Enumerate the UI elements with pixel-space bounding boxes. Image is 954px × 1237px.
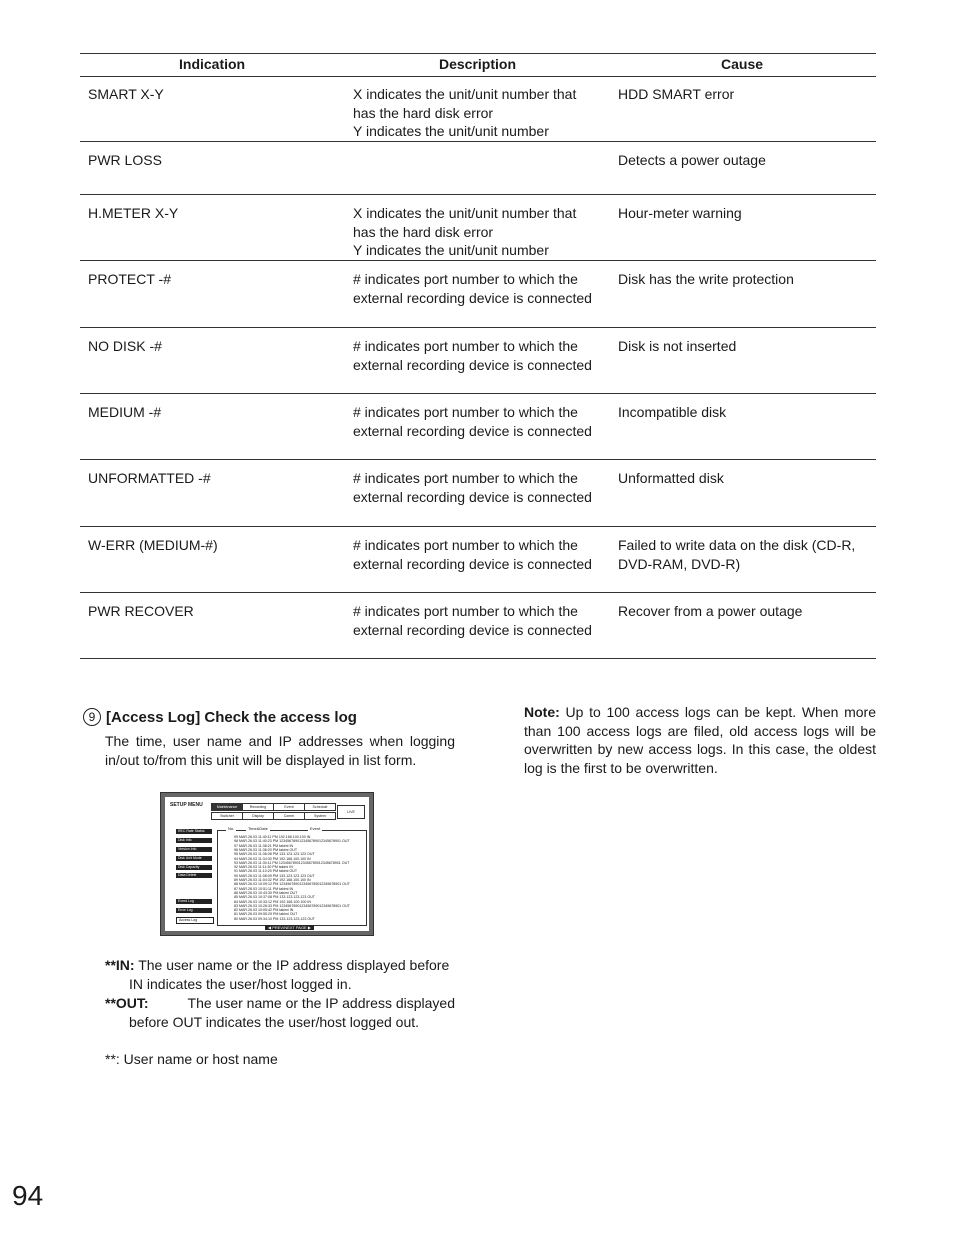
- tab-comm[interactable]: Comm: [273, 812, 305, 820]
- side-disk-info[interactable]: Disk Info: [176, 838, 212, 843]
- description-cell: [353, 85, 608, 141]
- tab-display[interactable]: Display: [242, 812, 274, 820]
- description-cell: [353, 536, 608, 573]
- indication-cell: SMART X-Y: [88, 86, 164, 102]
- log-line: 98 MAR.26.03 11:40:23 PM 1234567890123456789012345678901 OUT: [234, 839, 350, 844]
- side-version-info[interactable]: Version Info: [176, 847, 212, 852]
- cause-line: Failed to write data on the disk (CD-R,: [618, 537, 856, 553]
- pager-button[interactable]: ◀ PREV/NEXT PAGE ▶: [265, 925, 314, 930]
- log-line: 96 MAR.26.03 11:36:20 PM takimi OUT: [234, 847, 298, 852]
- log-line: 85 MAR.26.03 10:37:08 PM 133.123.123.123 OUT: [234, 895, 315, 900]
- indication-cell: NO DISK -#: [88, 338, 162, 354]
- cause-line: Hour-meter warning: [618, 205, 742, 221]
- access-log-list: [217, 826, 367, 926]
- section-title-text: [Access Log] Check the access log: [106, 709, 357, 726]
- description-line: external recording device is connected: [353, 356, 592, 373]
- description-line: # indicates port number to which the: [353, 271, 578, 287]
- list-header-no: No.: [228, 826, 235, 831]
- log-line: 95 MAR.26.03 11:36:08 PM 133.123.123.123 OUT: [234, 852, 315, 857]
- legend-out: [105, 994, 455, 1032]
- cause-line: Unformatted disk: [618, 470, 724, 486]
- description-line: X indicates the unit/unit number that: [353, 86, 577, 102]
- tab-recording[interactable]: Recording: [242, 803, 274, 811]
- cause-line: Disk is not inserted: [618, 338, 737, 354]
- log-line: 81 MAR.26.03 09:55:29 PM takimi OUT: [234, 912, 298, 917]
- description-line: X indicates the unit/unit number that: [353, 205, 577, 221]
- legend-out-text1: The user name or the IP address displayed: [187, 995, 455, 1011]
- description-cell: [353, 337, 608, 374]
- indication-cell: MEDIUM -#: [88, 404, 162, 420]
- description-cell: [353, 270, 608, 307]
- log-line: 91 MAR.26.03 11:10:20 PM takimi OUT: [234, 869, 298, 874]
- log-line: 89 MAR.26.03 11:04:32 PM 192.168.100.100 IN: [234, 878, 311, 882]
- table-row: [80, 141, 876, 195]
- log-line: 99 MAR.26.03 11:40:11 PM 192.168.100.100 IN: [234, 835, 311, 839]
- cause-cell: [618, 151, 868, 170]
- section-intro: The time, user name and IP addresses when logging in/out to/from this unit will be displayed in list form.: [105, 733, 455, 768]
- cause-cell: [618, 337, 868, 356]
- log-line: 82 MAR.26.03 10:05:42 PM takimi IN: [234, 908, 294, 913]
- description-line: # indicates port number to which the: [353, 470, 578, 486]
- indication-cell: W-ERR (MEDIUM-#): [88, 537, 218, 553]
- tab-maintenance[interactable]: Maintenance: [211, 803, 243, 811]
- indication-cell: PROTECT -#: [88, 271, 171, 287]
- tab-event[interactable]: Event: [273, 803, 305, 811]
- side-data-delete[interactable]: Data Delete: [176, 873, 212, 878]
- indication-cell: UNFORMATTED -#: [88, 470, 211, 486]
- cause-cell: [618, 85, 868, 104]
- tab-switcher[interactable]: Switcher: [211, 812, 243, 820]
- log-line: 88 MAR.26.03 10:09:12 PM 1234567890123456789012345678901 OUT: [234, 882, 350, 887]
- log-line: 90 MAR.26.03 11:08:09 PM 133.123.123.123 OUT: [234, 873, 315, 878]
- page-number: 94: [12, 1180, 44, 1211]
- description-line: external recording device is connected: [353, 422, 592, 439]
- log-line: 93 MAR.26.03 11:30:11 PM 1234567890123456789012345678901 OUT: [234, 860, 350, 865]
- legend-out-label: **OUT:: [105, 995, 149, 1011]
- cause-line: Incompatible disk: [618, 404, 727, 420]
- side-error-log[interactable]: Error Log: [176, 908, 212, 913]
- log-line: 86 MAR.26.03 10:43:30 PM takimi OUT: [234, 890, 298, 895]
- indication-cell: PWR LOSS: [88, 152, 162, 168]
- access-log-screenshot: [160, 792, 374, 936]
- side-rec-rate-status[interactable]: REC Rate Status: [176, 829, 212, 834]
- note-label: Note:: [524, 704, 560, 720]
- log-line: 83 MAR.26.03 10:26:33 PM 1234567890123456789012345678901 OUT: [234, 903, 350, 908]
- log-line: 80 MAR.26.03 09:34:10 PM 133.123.123.123 OUT: [234, 916, 315, 921]
- table-row: [80, 260, 876, 328]
- cause-cell: [618, 536, 868, 573]
- description-cell: [353, 403, 608, 440]
- side-access-log[interactable]: Access Log: [176, 917, 214, 924]
- log-line: 97 MAR.26.03 11:38:21 PM takimi IN: [234, 843, 294, 848]
- log-line: 87 MAR.26.03 10:51:11 PM takimi IN: [234, 886, 294, 891]
- section-number: 9: [83, 708, 101, 726]
- header-indication: Indication: [179, 56, 246, 72]
- table-row: [80, 327, 876, 394]
- cause-cell: [618, 403, 868, 422]
- description-line: has the hard disk error: [353, 104, 494, 121]
- table-row: [80, 592, 876, 659]
- cause-line: DVD-RAM, DVD-R): [618, 555, 741, 572]
- table-row: [80, 393, 876, 460]
- note: [524, 703, 876, 777]
- side-disk-capacity[interactable]: Disk Capacity: [176, 865, 212, 870]
- header-description: Description: [439, 56, 517, 72]
- description-line: Y indicates the unit/unit number: [353, 123, 549, 139]
- table-row: [80, 194, 876, 261]
- cause-cell: [618, 469, 868, 488]
- table-header: [80, 53, 876, 77]
- note-text: Up to 100 access logs can be kept. When more than 100 access logs are filed, old access logs will be overwritten by new access logs. In this case, the oldest log is the first to be overwritten.: [524, 704, 876, 776]
- header-cause: Cause: [721, 56, 764, 72]
- list-header-time-date: Time&Date: [248, 826, 268, 831]
- tab-schedule[interactable]: Schedule: [304, 803, 336, 811]
- legend-in: [105, 956, 455, 994]
- table-row: [80, 75, 876, 142]
- footnote: **: User name or host name: [105, 1051, 278, 1067]
- list-header-event: Event: [310, 826, 321, 831]
- legend-in-text2: IN indicates the user/host logged in.: [129, 976, 352, 992]
- live-button[interactable]: LIVE: [337, 805, 365, 819]
- description-cell: [353, 469, 608, 506]
- cause-cell: [618, 204, 868, 223]
- description-line: external recording device is connected: [353, 555, 592, 572]
- log-line: 94 MAR.26.03 11:34:30 PM 192.168.100.100 IN: [234, 856, 311, 861]
- log-line: 84 MAR.26.03 10:33:12 PM 192.168.100.100 IN: [234, 899, 311, 904]
- cause-cell: [618, 270, 868, 289]
- section-title: [83, 708, 357, 726]
- legend-in-label: **IN:: [105, 957, 135, 973]
- table-row: [80, 526, 876, 593]
- log-line: 92 MAR.26.03 11:11:30 PM takimi IN: [234, 865, 293, 870]
- description-line: # indicates port number to which the: [353, 537, 578, 553]
- cause-line: Detects a power outage: [618, 152, 766, 168]
- legend-in-text1: The user name or the IP address displayed before: [138, 957, 450, 973]
- description-line: external recording device is connected: [353, 621, 592, 638]
- indication-cell: H.METER X-Y: [88, 205, 179, 221]
- pager-label: PREV/NEXT PAGE: [272, 925, 307, 930]
- cause-line: HDD SMART error: [618, 86, 735, 102]
- description-cell: [353, 204, 608, 260]
- indication-cell: PWR RECOVER: [88, 603, 194, 619]
- description-line: external recording device is connected: [353, 289, 592, 306]
- description-line: # indicates port number to which the: [353, 404, 578, 420]
- description-line: has the hard disk error: [353, 223, 494, 240]
- tab-system[interactable]: System: [304, 812, 336, 820]
- cause-line: Recover from a power outage: [618, 603, 803, 619]
- description-cell: [353, 602, 608, 639]
- description-line: Y indicates the unit/unit number: [353, 242, 549, 258]
- side-event-log[interactable]: Event Log: [176, 899, 212, 904]
- legend-out-text2: before OUT indicates the user/host logged out.: [129, 1014, 420, 1030]
- table-row: [80, 459, 876, 527]
- description-line: # indicates port number to which the: [353, 603, 578, 619]
- description-line: external recording device is connected: [353, 488, 592, 505]
- side-disk-unit-mode[interactable]: Disk Unit Mode: [176, 856, 212, 861]
- setup-menu-title: SETUP MENU: [170, 802, 203, 808]
- cause-line: Disk has the write protection: [618, 271, 794, 287]
- cause-cell: [618, 602, 868, 621]
- description-line: # indicates port number to which the: [353, 338, 578, 354]
